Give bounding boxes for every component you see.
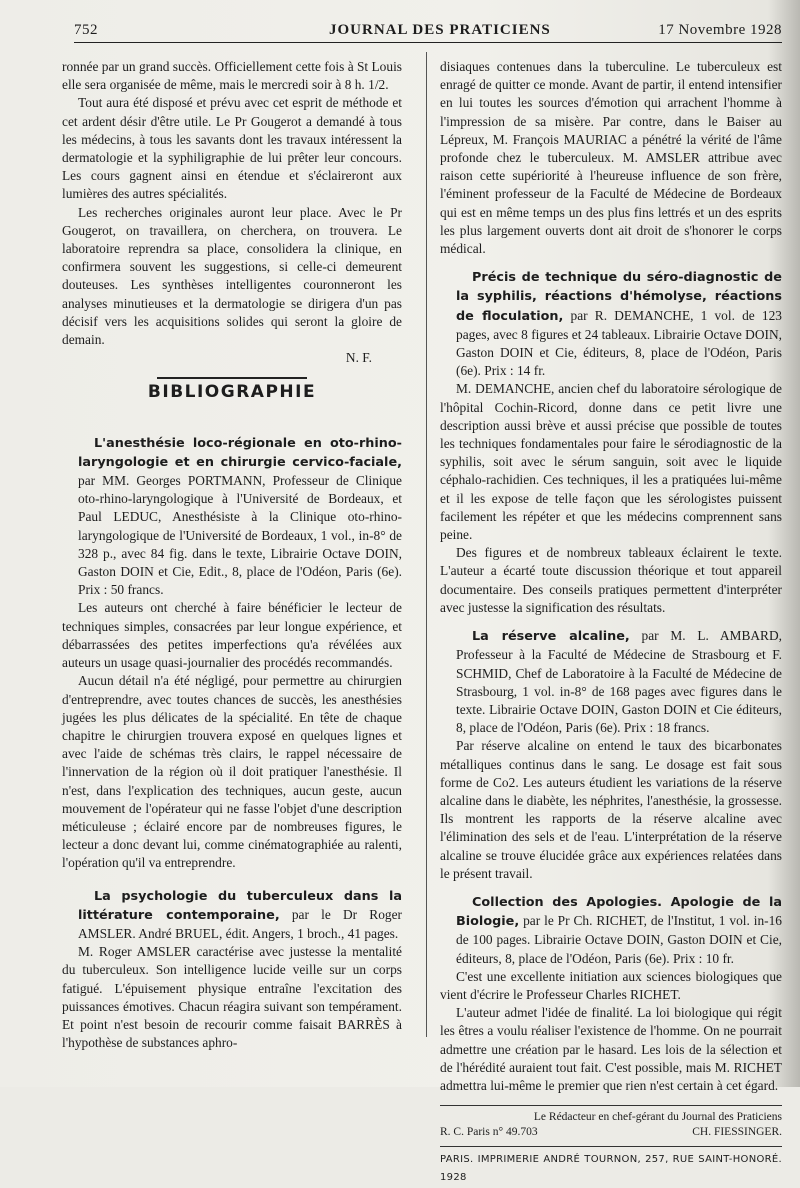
section-title: BIBLIOGRAPHIE [147, 382, 317, 403]
entry-paragraph: Des figures et de nombreux tableaux éclairent le texte. L'auteur a écarté toute discussion théorique et tout appareil documentaire. Des conseils pratiques permettent d'interpréter avec justesse la signification des résultats. [440, 545, 782, 615]
continuation-paragraph: disiaques contenues dans la tuberculine. Le tuberculeux est enragé de quitter ce monde. Avant de partir, il entend intensifier en lui toutes les sources d'émotion qui arrachent l'homme à l'impression de sa misère. Par contre, dans le Baiser au Lépreux, M. François MAURIAC a pénétré la vérité de l'âme profonde chez le tuberculeux. M. AMSLER attribue avec raison cette supériorité à l'heureuse influence de son frère, l'éminent professeur de la Faculté de Médecine de Bordeaux qui est en même temps un des plus fins lettrés et un des esprits les plus largement ouverts dont ait droit de s'honorer le corps médical. [440, 59, 782, 257]
entry-details: par le Pr Ch. RICHET, de l'Institut, 1 vol. in-16 de 100 pages. Librairie Octave DOIN, Gaston DOIN et Cie, éditeurs, 8, place de l'Odéon, Paris (6e). Prix : 10 fr. [456, 913, 782, 966]
entry-header [440, 268, 782, 380]
column-divider [426, 52, 427, 1037]
entry-paragraph: Les auteurs ont cherché à faire bénéficier le lecteur de techniques simples, consacrées par leur longue expérience, et débarrassées des petites imperfections qu'a révélées aux auteurs un usage quasi-journalier des procédés recommandés. [62, 600, 402, 671]
intro-paragraph: Tout aura été disposé et prévu avec cet esprit de méthode et cet ardent désir d'être utile. Le Pr Gougerot a demandé à tous les médecins, à tous les savants dont les travaux intéressent la dermatologie et la syphiligraphie de lui prêter leur concours. Les cours gagnent ainsi en étendue et s'éclaireront aux lumières des autres spécialités. [62, 95, 402, 202]
signature: N. F. [345, 350, 372, 366]
entry-title: L'anesthésie loco-régionale en oto-rhino-laryngologie et en chirurgie cervico-faciale, [78, 435, 402, 470]
footer-editor-line [440, 1110, 782, 1125]
entry-details: par le Dr Roger AMSLER. André BRUEL, édit. Angers, 1 broch., 41 pages. [78, 906, 402, 941]
entry-title: La psychologie du tuberculeux dans la littérature contemporaine, [78, 888, 402, 923]
entry-title: Collection des Apologies. Apologie de la Biologie, [456, 894, 782, 930]
bibliography-entry [440, 893, 782, 1095]
footer-rc-line [440, 1125, 782, 1140]
entry-details: par M. L. AMBARD, Professeur à la Faculté de Médecine de Strasbourg et F. SCHMID, Chef de Laboratoire à la Faculté de Médecine de Strasbourg, 1 vol. in-8° de 168 pages avec figures dans le texte. Librairie Octave DOIN, Gaston DOIN et Cie éditeurs, 8, place de l'Odéon, Paris (6e). Prix : 18 francs. [456, 628, 782, 736]
page-number: 752 [74, 22, 98, 38]
entry-title: La réserve alcaline, [472, 629, 630, 645]
journal-title: JOURNAL DES PRATICIENS [329, 22, 551, 38]
footer-rule [440, 1105, 782, 1106]
register-number: R. C. Paris n° 49.703 [440, 1126, 538, 1139]
editor-name: CH. FIESSINGER. [692, 1126, 782, 1139]
entry-paragraph: C'est une excellente initiation aux sciences biologiques que vient d'écrire le Professeur Charles RICHET. [440, 968, 782, 1002]
issue-date: 17 Novembre 1928 [658, 22, 782, 38]
header-rule [74, 42, 782, 43]
entry-paragraph: M. Roger AMSLER caractérise avec justesse la mentalité du tuberculeux. Son intelligence lucide veille sur un corps fatigué. L'épuisement physique entraîne l'excitation des puissances émotives. Chacun réagira suivant son tempérament. Et point n'est besoin de recourir comme faisait BARRÈS à l'hypothèse de substances aphro- [62, 944, 402, 1051]
intro-paragraph: Les recherches originales auront leur place. Avec le Pr Gougerot, on travaillera, on cherchera, on trouvera. Le laboratoire reprendra sa place, consolidera la clinique, en confirmera souvent les suggestions, si celle-ci demeurent douteuses. Les synthèses intelligentes couronneront les analyses minutieuses et la dermatologie se dirigera d'un pas décisif vers les acquisitions solides qui seront la gloire de demain. [62, 204, 402, 348]
entry-header [62, 887, 402, 944]
intro-paragraph: ronnée par un grand succès. Officiellement cette fois à St Louis elle sera organisée de même, mais le mercredi soir à 8 h. 1/2. [62, 59, 402, 93]
section-rule [157, 377, 307, 379]
page-header [74, 18, 782, 46]
bibliography-entry [440, 268, 782, 617]
entry-header [440, 627, 782, 737]
entry-paragraph: L'auteur admet l'idée de finalité. La loi biologique qui régit les êtres a voulu réaliser l'existence de l'homme. On ne pourrait admettre une création par le hasard. Les lois de la sélection et de l'hérédité auraient tout fait. C'est possible, mais M. RICHET admettra lui-même le premier que rien n'est certain à cet égard. [440, 1005, 782, 1093]
editor-line: Le Rédacteur en chef-gérant du Journal des Praticiens [533, 1111, 782, 1124]
left-column [62, 58, 402, 1052]
entry-paragraph: M. DEMANCHE, ancien chef du laboratoire sérologique de l'hôpital Cochin-Ricord, donne dans ce petit livre une description aussi brève et aussi précise que possible de toutes les techniques fondamentales pour faire le sérodiagnostic de la syphilis, soit avec le sérum sanguin, soit avec le liquide céphalo-rachidien. Ces techniques, il les a pratiquées lui-même et il les expose de telle façon que les sérologistes puissent facilement les répéter et que les médecins comprennent sans peine. [440, 381, 782, 543]
entry-details: par MM. Georges PORTMANN, Professeur de Clinique oto-rhino-laryngologique à l'Université de Bordeaux, et Paul LEDUC, Anesthésiste à la Clinique oto-rhino-laryngologique de l'Université de Bordeaux, 1 vol., in-8° de 328 p., avec 84 fig. dans le texte, Librairie Octave DOIN, Gaston DOIN et Cie, Edit., 8, place de l'Odéon, Paris (6e). Prix : 50 francs. [78, 473, 402, 598]
bibliography-entry [440, 627, 782, 883]
printer-line: PARIS. IMPRIMERIE ANDRÉ TOURNON, 257, RUE SAINT-HONORÉ. 1928 [440, 1146, 782, 1187]
signature-line [62, 349, 402, 367]
bibliography-entry [62, 887, 402, 1053]
entry-paragraph: Par réserve alcaline on entend le taux des bicarbonates métalliques continus dans le sang. Le dosage est fait sous forme de Co2. Les auteurs étudient les variations de la réserve alcaline dans le diabète, les néphrites, l'anesthésie, la grossesse. Ils montrent les rapports de la réserve alcaline avec l'élimination des sels et de l'eau. L'interprétation de la réserve alcaline se trouve élucidée grâce aux expériences relatées dans le présent travail. [440, 738, 782, 881]
bibliography-entry [62, 434, 402, 873]
entry-details: par R. DEMANCHE, 1 vol. de 123 pages, avec 8 figures et 24 tableaux. Librairie Octave DOIN, Gaston DOIN et Cie, éditeurs, 8, place de l'Odéon, Paris (6e). Prix : 14 fr. [456, 307, 782, 379]
right-column [440, 58, 782, 1188]
entry-header [62, 434, 402, 600]
entry-header [440, 893, 782, 968]
entry-title: Précis de technique du séro-diagnostic de la syphilis, réactions d'hémolyse, réactions de floculation, [456, 270, 782, 324]
entry-paragraph: Aucun détail n'a été négligé, pour permettre au chirurgien d'entreprendre, avec toutes chances de succès, les anesthésies jugées les plus délicates de la spécialité. En tête de chaque chapitre le chirurgien trouvera exposé en quelques lignes et avec l'aide de schémas très clairs, le rappel nécessaire de l'innervation de la région où il doit pratiquer l'anesthésie. Il n'est, dans l'explication des techniques, aucun geste, aucun mouvement de l'opérateur qui ne fasse l'objet d'une description méticuleuse ; éclairé encore par de nombreuses figures, le lecteur a donc devant lui, comme cinématographiée au ralenti, l'opération qu'il va entreprendre. [62, 673, 402, 871]
